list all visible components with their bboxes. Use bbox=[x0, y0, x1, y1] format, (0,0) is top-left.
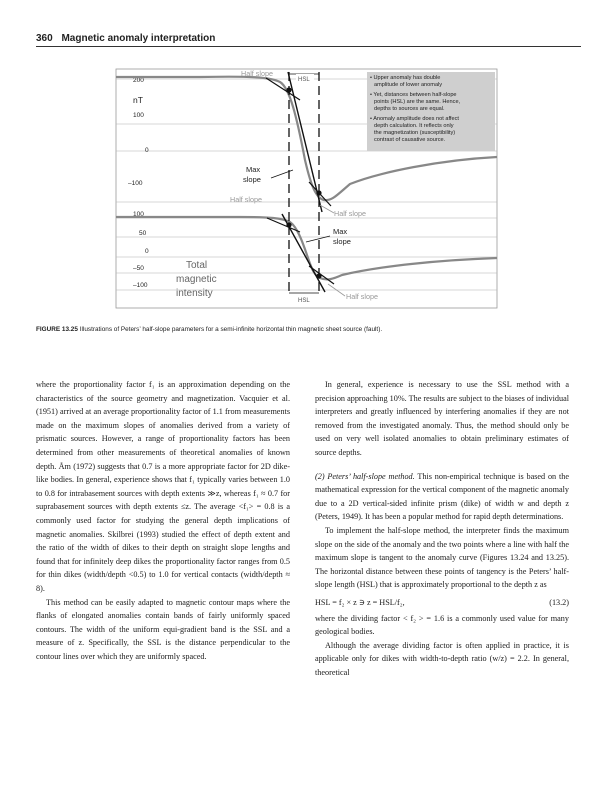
ytick-low-neg100: –100 bbox=[133, 282, 148, 289]
hsl-bottom-label: HSL bbox=[298, 298, 310, 304]
page-number: 360 bbox=[36, 33, 53, 44]
right-paragraph-2 bbox=[315, 470, 569, 524]
ytick-low-0: 0 bbox=[145, 248, 149, 255]
ytick-low-100: 100 bbox=[133, 211, 144, 218]
note-3: • Anomaly amplitude does not affect depth calculation. It reflects only the magnetization (susceptibility) contrast of causative source. bbox=[370, 116, 459, 143]
tangent-point-4 bbox=[316, 273, 321, 278]
left-paragraph-1: where the proportionality factor f₁ is an approximation depending on the characteristics of the source geometry and magnetization. Vacquier et al. (1951) arrived at an average proportionality factor of 1.1 from measurements made on the maximum slopes of anomalies derived from a variety of prismatic sources. However, a range of proportionality factors has been determined from other measurements of theoretical anomalies of known depth. Åm (1972) suggests that 0.7 is a more appropriate factor for 2D dike-like bodies. In general, experience shows that f₁ typically varies between 1.0 to 0.8 for intrabasement sources with depth extents ≫z, whereas f₁ ≈ 0.7 for suprabasement sources with depth extents ≤z. The average <f₁> = 0.8 is a commonly used factor for studying the general depth implications of magnetic anomalies. Skilbrei (1993) studied the effect of depth extent and the ratio of the width of dikes to their depth on straight slope lengths and found that for infinitely deep dikes the proportionality factor ranges from 0.5 for thin dikes (width/depth <0.5) to 1.0 for vertical contacts (width/depth ≈ 8). bbox=[36, 380, 290, 593]
figure-caption bbox=[36, 326, 581, 333]
hsl-top-label: HSL bbox=[298, 77, 310, 83]
ytick-low-neg50: –50 bbox=[133, 265, 144, 272]
equation-number: (13.2) bbox=[549, 597, 569, 607]
left-column bbox=[36, 378, 290, 663]
right-paragraph-4: where the dividing factor < f₂ > = 1.6 is a commonly used value for many geological bodies. bbox=[315, 613, 569, 637]
right-paragraph-5: Although the average dividing factor is often applied in practice, it is applicable only for dikes with width-to-depth ratio (w/z) = 2.2. In general, theoretical bbox=[315, 640, 569, 677]
method-heading: (2) Peters’ half-slope method. bbox=[315, 471, 415, 481]
right-column bbox=[315, 378, 569, 679]
ytick-100: 100 bbox=[133, 112, 144, 119]
tangent-point-3 bbox=[286, 222, 291, 227]
y-unit-nT: nT bbox=[133, 95, 143, 105]
max-slope-label-2: Max slope bbox=[333, 227, 351, 246]
ytick-200: 200 bbox=[133, 77, 144, 84]
tangent-point-1 bbox=[286, 87, 291, 92]
figure-13-25 bbox=[0, 0, 615, 330]
equation-13-2 bbox=[315, 596, 569, 610]
total-magnetic-intensity-label: Total magnetic intensity bbox=[176, 260, 217, 299]
half-slope-label-3: Half slope bbox=[334, 209, 366, 218]
right-paragraph-1: In general, experience is necessary to use the SSL method with a precision approaching 10%. The results are subject to the biases of individual interpreters and greatly influenced by interfering anomalies if they are not removed from the investigated anomaly. Thus, the method should only be used on very well isolated anomalies to obtain preliminary estimates of source depths. bbox=[315, 380, 569, 457]
equation-body: HSL = f₂ × z ∋ z = HSL/f₂, bbox=[315, 597, 405, 607]
ytick-0: 0 bbox=[145, 147, 149, 154]
chapter-title: Magnetic anomaly interpretation bbox=[61, 33, 216, 44]
max-slope-label-1: Max slope bbox=[243, 165, 261, 184]
method-text: This non-empirical technique is based on the mathematical expression for the vertical component of the magnetic anomaly due to a 2D vertical-sided infinite prism (dike) of width w and depth z (Peters, 1949). It has been a popular method for rapid depth determinations. bbox=[315, 471, 569, 522]
ytick-low-50: 50 bbox=[139, 230, 147, 237]
half-slope-label-2: Half slope bbox=[230, 195, 262, 204]
half-slope-label-1: Half slope bbox=[241, 69, 273, 78]
caption-text: Illustrations of Peters’ half-slope parameters for a semi-infinite horizontal thin magnetic sheet source (fault). bbox=[79, 326, 383, 333]
note-1: • Upper anomaly has double amplitude of lower anomaly bbox=[370, 75, 443, 88]
tangent-point-2 bbox=[316, 190, 321, 195]
left-paragraph-2: This method can be easily adapted to magnetic contour maps where the flanks of elongated anomalies contain bands of fairly uniformly spaced contours. The width of the uniform equi-gradient band is the SSL and a measure of z. Specifically, the SSL is the distance perpendicular to the contour lines over which they are uniformly spaced. bbox=[36, 597, 290, 661]
figure-label: FIGURE 13.25 bbox=[36, 326, 78, 333]
half-slope-label-4: Half slope bbox=[346, 292, 378, 301]
ytick-neg100: –100 bbox=[128, 180, 143, 187]
right-paragraph-3: To implement the half-slope method, the interpreter finds the maximum slope on the side of the anomaly and the two points where a line with half the maximum slope is tangent to the anomaly curve (Figures 13.24 and 13.25). The horizontal distance between these points of tangency is the Peters’ half-slope length (HSL) that is approximately proportional to the depth z as bbox=[315, 525, 569, 590]
note-2: • Yet, distances between half-slope points (HSL) are the same. Hence, depths to sources are equal. bbox=[370, 92, 461, 112]
